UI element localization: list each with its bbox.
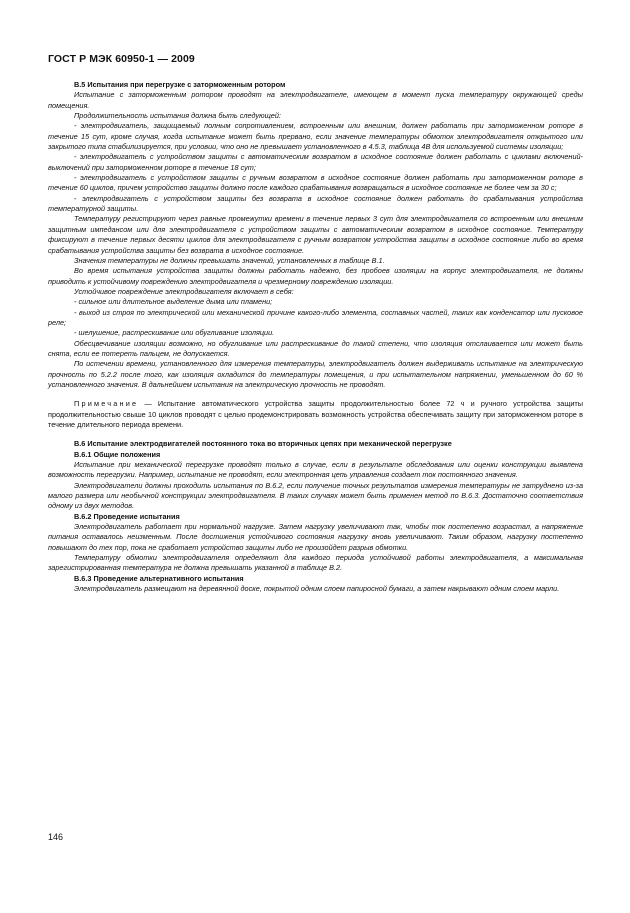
subsection-b63-heading: B.6.3 Проведение альтернативного испытания: [74, 573, 244, 583]
paragraph: Температуру обмотки электродвигателя определяют для каждого периода устойчивой работы электродвигателя, а максимальная зарегистрированная температура не должна превышать указанной в таблице B.2.: [48, 553, 583, 573]
paragraph: Электродвигатель работает при нормальной нагрузке. Затем нагрузку увеличивают так, чтобы ток постепенно возрастал, а напряжение питания оставалось неизменным. После достижения устойчивого состояния нагрузку вновь увеличивают. Таким образом, нагрузку постепенно повышают до тех пор, пока не сработает устройство защиты либо не произойдет разрыв обмотки.: [48, 522, 583, 552]
list-item: - электродвигатель с устройством защиты с ручным возвратом в исходное состояние должен работать при заторможенном роторе в течение 60 циклов, причем устройство защиты должно после каждого срабатывания возвращаться в исходное состояние не более чем за 30 с;: [48, 173, 583, 193]
list-item: - сильное или длительное выделение дыма или пламени;: [74, 297, 273, 307]
document-body: [48, 80, 583, 595]
list-item: - электродвигатель с устройством защиты с автоматическим возвратом в исходное состояние должен работать с циклами включений-выключений при заторможенном роторе в течение 18 сут;: [48, 152, 583, 172]
paragraph: Электродвигатель размещают на деревянной доске, покрытой одним слоем папиросной бумаги, а затем накрывают одним слоем марли.: [74, 584, 560, 594]
paragraph: Обесцвечивание изоляции возможно, но обугливание или растрескивание до такой степени, что изоляция отслаивается или может быть снята, если ее потереть пальцем, не допускается.: [48, 338, 583, 358]
paragraph: Во время испытания устройства защиты должны работать надежно, без пробоев изоляции на корпус электродвигателя, не должны приводить к устойчивому повреждению электродвигателя и чрезмерному повреждению изоляции.: [48, 266, 583, 286]
paragraph: Электродвигатели должны проходить испытания по B.6.2, если получение точных результатов измерения температуры не затруднено из-за малого размера или необычной конструкции электродвигателя. В таких случаях может быть применен метод по B.6.3. Достаточно соответствия одному из двух методов.: [48, 480, 583, 511]
section-b5-heading: B.5 Испытания при перегрузке с заторможенным ротором: [74, 80, 286, 89]
paragraph: Температуру регистрируют через равные промежутки времени в течение первых 3 сут для электродвигателя со встроенным или внешним защитным импедансом или для электродвигателя с устройством защиты с автоматическим возвратом в исходное состояние. Температуру фиксируют в течение первых десяти циклов для электродвигателя с ручным возвратом устройства защиты в исходное состояние либо во время срабатывания устройства защиты без возврата в исходное состояние.: [48, 214, 583, 255]
subsection-b62-heading: B.6.2 Проведение испытания: [74, 511, 180, 521]
section-b6-heading: B.6 Испытание электродвигателей постоянного тока во вторичных цепях при механической перегрузке: [74, 439, 452, 449]
list-item: - электродвигатель, защищаемый полным сопротивлением, встроенным или внешним, должен работать при заторможенном роторе в течение 15 сут, кроме случая, когда испытание может быть прервано, если значение температуры обмоток электродвигателя открытого или закрытого типа стабилизируется, при условии, что оно не превышает установленного в 4.5.3, таблица 4В для используемой системы изоляции;: [48, 121, 583, 152]
paragraph: Значения температуры не должны превышать значений, установленных в таблице B.1.: [74, 255, 385, 265]
document-header: ГОСТ Р МЭК 60950-1 — 2009: [48, 53, 195, 65]
note: [48, 399, 583, 430]
paragraph: Продолжительность испытания должна быть следующей:: [74, 111, 281, 121]
paragraph: Испытание при механической перегрузке проводят только в случае, если в результате обследования или оценки конструкции выявлена возможность перегрузки. Например, испытание не проводят, если электронная цепь управления создает ток постоянного значения.: [48, 460, 583, 480]
paragraph: Устойчивое повреждение электродвигателя включает в себя:: [74, 286, 294, 296]
list-item: - шелушение, растрескивание или обугливание изоляции.: [74, 328, 275, 338]
note-label: Примечание: [74, 399, 139, 409]
note-text: — Испытание автоматического устройства защиты продолжительностью более 72 ч и ручного устройства защиты продолжительностью свыше 10 циклов проводят с целью продемонстрировать возможность устройства обеспечивать защиту при заторможенном роторе в течение длительного периода времени.: [48, 399, 583, 429]
paragraph: Испытание с заторможенным ротором проводят на электродвигателе, имеющем в момент пуска температуру окружающей среды помещения.: [48, 90, 583, 110]
page-number: 146: [48, 832, 64, 842]
list-item: - выход из строя по электрической или механической причине какого-либо элемента, составных частей, таких как конденсатор или пусковое реле;: [48, 307, 583, 327]
list-item: - электродвигатель с устройством защиты без возврата в исходное состояние должен работать до срабатывания устройства температурной защиты.: [48, 193, 583, 214]
subsection-b61-heading: B.6.1 Общие положения: [74, 449, 161, 459]
paragraph: По истечении времени, установленного для измерения температуры, электродвигатель должен выдерживать испытание на электрическую прочность по 5.2.2 после того, как изоляция охладится до температуры помещения, и при испытательном напряжении, уменьшенном до 60 % установленного значения. В дальнейшем испытания на электрическую прочность не проводят.: [48, 359, 583, 389]
